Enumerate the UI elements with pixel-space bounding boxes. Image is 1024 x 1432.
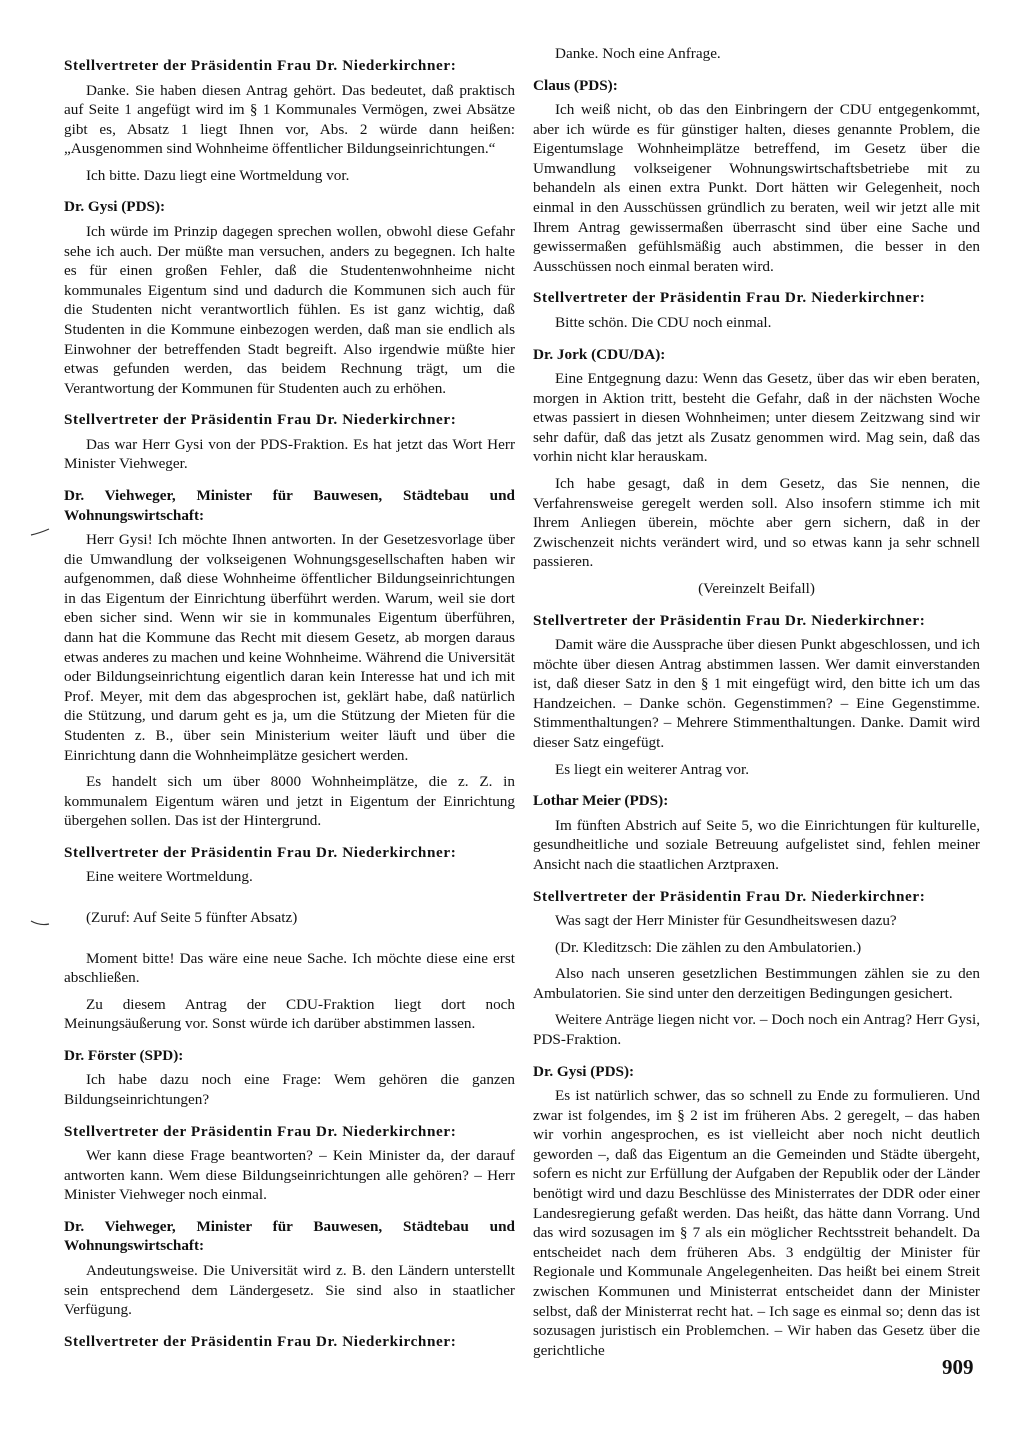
speaker-heading: Dr. Förster (SPD):	[64, 1046, 184, 1064]
paragraph: Ich habe gesagt, daß in dem Gesetz, das Sie nennen, die Verfahrensweise geregelt werden soll. Also insofern stimme ich mit Ihrem Anliegen überein, möchte aber gern sichern, daß in der Zwischenzeit nichts verändert wird, und so etwas kann ja sehr schnell passieren.	[533, 475, 980, 571]
speaker-heading: Dr. Jork (CDU/DA):	[533, 345, 666, 363]
right-column	[533, 44, 980, 1367]
paragraph: Was sagt der Herr Minister für Gesundheitswesen dazu?	[555, 912, 897, 929]
paragraph: Wer kann diese Frage beantworten? – Kein Minister da, der darauf antworten kann. Wem diese Bildungseinrichtungen alle gehören? – Herr Minister Viehweger noch einmal.	[64, 1147, 515, 1204]
page-number: 909	[942, 1355, 974, 1379]
paragraph: Moment bitte! Das wäre eine neue Sache. Ich möchte diese eine erst abschließen.	[64, 949, 515, 987]
paragraph: Also nach unseren gesetzlichen Bestimmungen zählen sie zu den Ambulatorien. Sie sind unter den derzeitigen Bedingungen gesichert.	[533, 965, 980, 1002]
margin-mark	[30, 527, 50, 537]
paragraph: Eine weitere Wortmeldung.	[86, 868, 253, 886]
speaker-heading: Claus (PDS):	[533, 76, 618, 94]
paragraph: Es handelt sich um über 8000 Wohnheimplätze, die z. Z. in kommunalem Eigentum wären und jetzt in Eigentum der Einrichtung übergehen sollen. Das ist der Hintergrund.	[64, 773, 515, 830]
paragraph: Herr Gysi! Ich möchte Ihnen antworten. In der Gesetzesvorlage über die Umwandlung der volkseigenen Wohnungsgesellschaften haben wir aufgenommen, daß diese Wohnheime öffentlicher Bildungseinrichtungen in das Eigentum der Einrichtung überführt werden. Warum, weil sie dort eben sicher sind. Wenn wir sie in kommunales Eigentum überführen, dann hat die Kommune das Recht mit diesem Gesetz, ab morgen daraus etwas anderes zu machen und keine Wohnheime. Während die Universität oder Bildungseinrichtung eigentlich daran kein Interesse hat und ich mit Prof. Meyer, mit dem das abgesprochen ist, geklärt habe, daß natürlich die Stützung, und darum geht es ja, um die Stützung der Mieten für die Studenten z. B., über sein Ministerium weiter läuft und über die Einrichtung dann die Wohnheimplätze gesichert werden.	[64, 531, 515, 764]
paragraph: Ich würde im Prinzip dagegen sprechen wollen, obwohl diese Gefahr sehe ich auch. Der müßte man versuchen, anders zu begegnen. Ich halte es für einen großen Fehler, daß die Studentenwohnheime nicht kommunales Eigentum sind und dadurch die Kommunen sich auch für die Studenten nicht verantwortlich fühlen. Es ist ganz wichtig, daß Studenten in die Kommune einbezogen werden, daß man sie endlich als Einwohner der betreffenden Stadt begreift. Also irgendwie müßte hier etwas gefunden werden, das beidem Rechnung trägt, um die Verantwortung der Kommunen für Studenten auch zu erhöhen.	[64, 222, 515, 397]
left-column	[64, 44, 515, 1356]
margin-mark	[30, 918, 50, 928]
speaker-heading: Lothar Meier (PDS):	[533, 792, 669, 810]
speaker-heading: Stellvertreter der Präsidentin Frau Dr. Niederkirchner:	[533, 887, 926, 905]
paragraph: Ich habe dazu noch eine Frage: Wem gehören die ganzen Bildungseinrichtungen?	[64, 1071, 515, 1109]
speaker-heading: Dr. Gysi (PDS):	[533, 1062, 635, 1080]
spacer	[64, 894, 515, 908]
paragraph: (Dr. Kleditzsch: Die zählen zu den Ambulatorien.)	[555, 938, 862, 956]
paragraph: Zu diesem Antrag der CDU-Fraktion liegt dort noch Meinungsäußerung vor. Sonst würde ich darüber abstimmen lassen.	[64, 995, 515, 1033]
paragraph: Im fünften Abstrich auf Seite 5, wo die Einrichtungen für kulturelle, gesundheitliche und soziale Betreuung aufgelistet sind, fehlen meiner Ansicht nach die staatlichen Arztpraxen.	[533, 816, 980, 873]
speaker-heading: Stellvertreter der Präsidentin Frau Dr. Niederkirchner:	[64, 411, 457, 429]
paragraph: Es liegt ein weiterer Antrag vor.	[555, 760, 750, 778]
speaker-heading: Dr. Viehweger, Minister für Bauwesen, Städtebau und Wohnungswirtschaft:	[64, 487, 515, 524]
speaker-heading: Dr. Gysi (PDS):	[64, 198, 166, 216]
speaker-heading: Stellvertreter der Präsidentin Frau Dr. Niederkirchner:	[64, 843, 457, 861]
paragraph: Ich bitte. Dazu liegt eine Wortmeldung vor.	[86, 166, 350, 184]
paragraph: (Zuruf: Auf Seite 5 fünfter Absatz)	[86, 909, 298, 926]
interjection: (Vereinzelt Beifall)	[698, 579, 815, 597]
paragraph: Weitere Anträge liegen nicht vor. – Doch noch ein Antrag? Herr Gysi, PDS-Fraktion.	[533, 1011, 980, 1048]
speaker-heading: Stellvertreter der Präsidentin Frau Dr. Niederkirchner:	[64, 1332, 457, 1350]
paragraph: Andeutungsweise. Die Universität wird z. B. den Ländern unterstellt sein entsprechend dem Ländergesetz. Sie sind also in staatlicher Verfügung.	[64, 1261, 515, 1319]
paragraph: Eine Entgegnung dazu: Wenn das Gesetz, über das wir eben beraten, morgen in Aktion tritt, besteht die Gefahr, daß in der nächsten Woche etwas passiert in diesen Wohnheimen; unter diesem Zeitzwang sind wir sehr dafür, daß das jetzt als Zusatz genommen wird. Mag sein, daß das vorhin nicht klar herauskam.	[533, 370, 980, 466]
paragraph: Danke. Sie haben diesen Antrag gehört. Das bedeutet, daß praktisch auf Seite 1 angefügt wird im § 1 Kommunales Vermögen, zwei Absätze gibt es, Absatz 1 liegt Ihnen vor, Abs. 2 würde dann heißen: „Ausgenommen sind Wohnheime öffentlicher Bildungseinrichtungen.“	[64, 81, 515, 158]
paragraph: Ich weiß nicht, ob das den Einbringern der CDU entgegenkommt, aber ich würde es für günstiger halten, dieses genannte Problem, die Eigentumslage Wohnheimplätze betreffend, im Gesetz über die Umwandlung volkseigener Wohnungswirtschaftsbetriebe mit zu behandeln als einen extra Punkt. Dort hätten wir Gelegenheit, noch einmal in den Ausschüssen gründlich zu beraten, weil wir jetzt alle mit Ihrem Antrag gewissermaßen überrascht sind über eine Sache und gewissermaßen gefühlsmäßig auch abstimmen, die besser in den Ausschüssen noch einmal beraten wird.	[533, 101, 980, 275]
speaker-heading: Stellvertreter der Präsidentin Frau Dr. Niederkirchner:	[64, 1122, 457, 1140]
speaker-heading: Stellvertreter der Präsidentin Frau Dr. Niederkirchner:	[533, 611, 926, 629]
paragraph: Es ist natürlich schwer, das so schnell zu Ende zu formulieren. Und zwar ist folgendes, im § 2 ist im früheren Abs. 2 geregelt, – das haben wir vorhin angesprochen, es ist vielleicht aber noch nicht deutlich geworden –, daß das Eigentum an die Gemeinden und Städte übergeht, sofern es nicht zur Erfüllung der Aufgaben der Republik oder der Länder benötigt wird und dazu Beschlüsse des Ministerrates der DDR oder einer Landesregierung gefaßt werden. Das heißt, das hätte dann Vorrang. Und das wird sozusagen im § 7 als ein möglicher Rechtsstreit behandelt. Da entscheidet nach dem früheren Abs. 3 endgültig der Minister für Regionale und Kommunale Angelegenheiten. Das heißt bei einem Streit zwischen Kommunen und Ministerrat entscheidet dann der Minister selbst, daß der Ministerrat recht hat. – Ich sage es einmal so; denn das ist sozusagen juristisch ein Problemchen. – Wir haben das Gesetz über die gerichtliche	[533, 1087, 980, 1359]
paragraph: Danke. Noch eine Anfrage.	[555, 45, 721, 62]
paragraph: Bitte schön. Die CDU noch einmal.	[555, 313, 772, 331]
spacer	[64, 935, 515, 949]
speaker-heading: Stellvertreter der Präsidentin Frau Dr. Niederkirchner:	[533, 289, 926, 307]
paragraph: Das war Herr Gysi von der PDS-Fraktion. Es hat jetzt das Wort Herr Minister Viehweger.	[64, 435, 515, 473]
speaker-heading: Dr. Viehweger, Minister für Bauwesen, Städtebau und Wohnungswirtschaft:	[64, 1217, 515, 1255]
speaker-heading: Stellvertreter der Präsidentin Frau Dr. Niederkirchner:	[64, 57, 457, 74]
paragraph: Damit wäre die Aussprache über diesen Punkt abgeschlossen, und ich möchte über diesen Antrag abstimmen lassen. Wer damit einverstanden ist, daß dieser Satz in den § 1 mit eingefügt wird, den bitte ich um das Handzeichen. – Danke schön. Gegenstimmen? – Eine Gegenstimme. Stimmenthaltungen? – Mehrere Stimmenthaltungen. Danke. Damit wird dieser Satz eingefügt.	[533, 636, 980, 752]
